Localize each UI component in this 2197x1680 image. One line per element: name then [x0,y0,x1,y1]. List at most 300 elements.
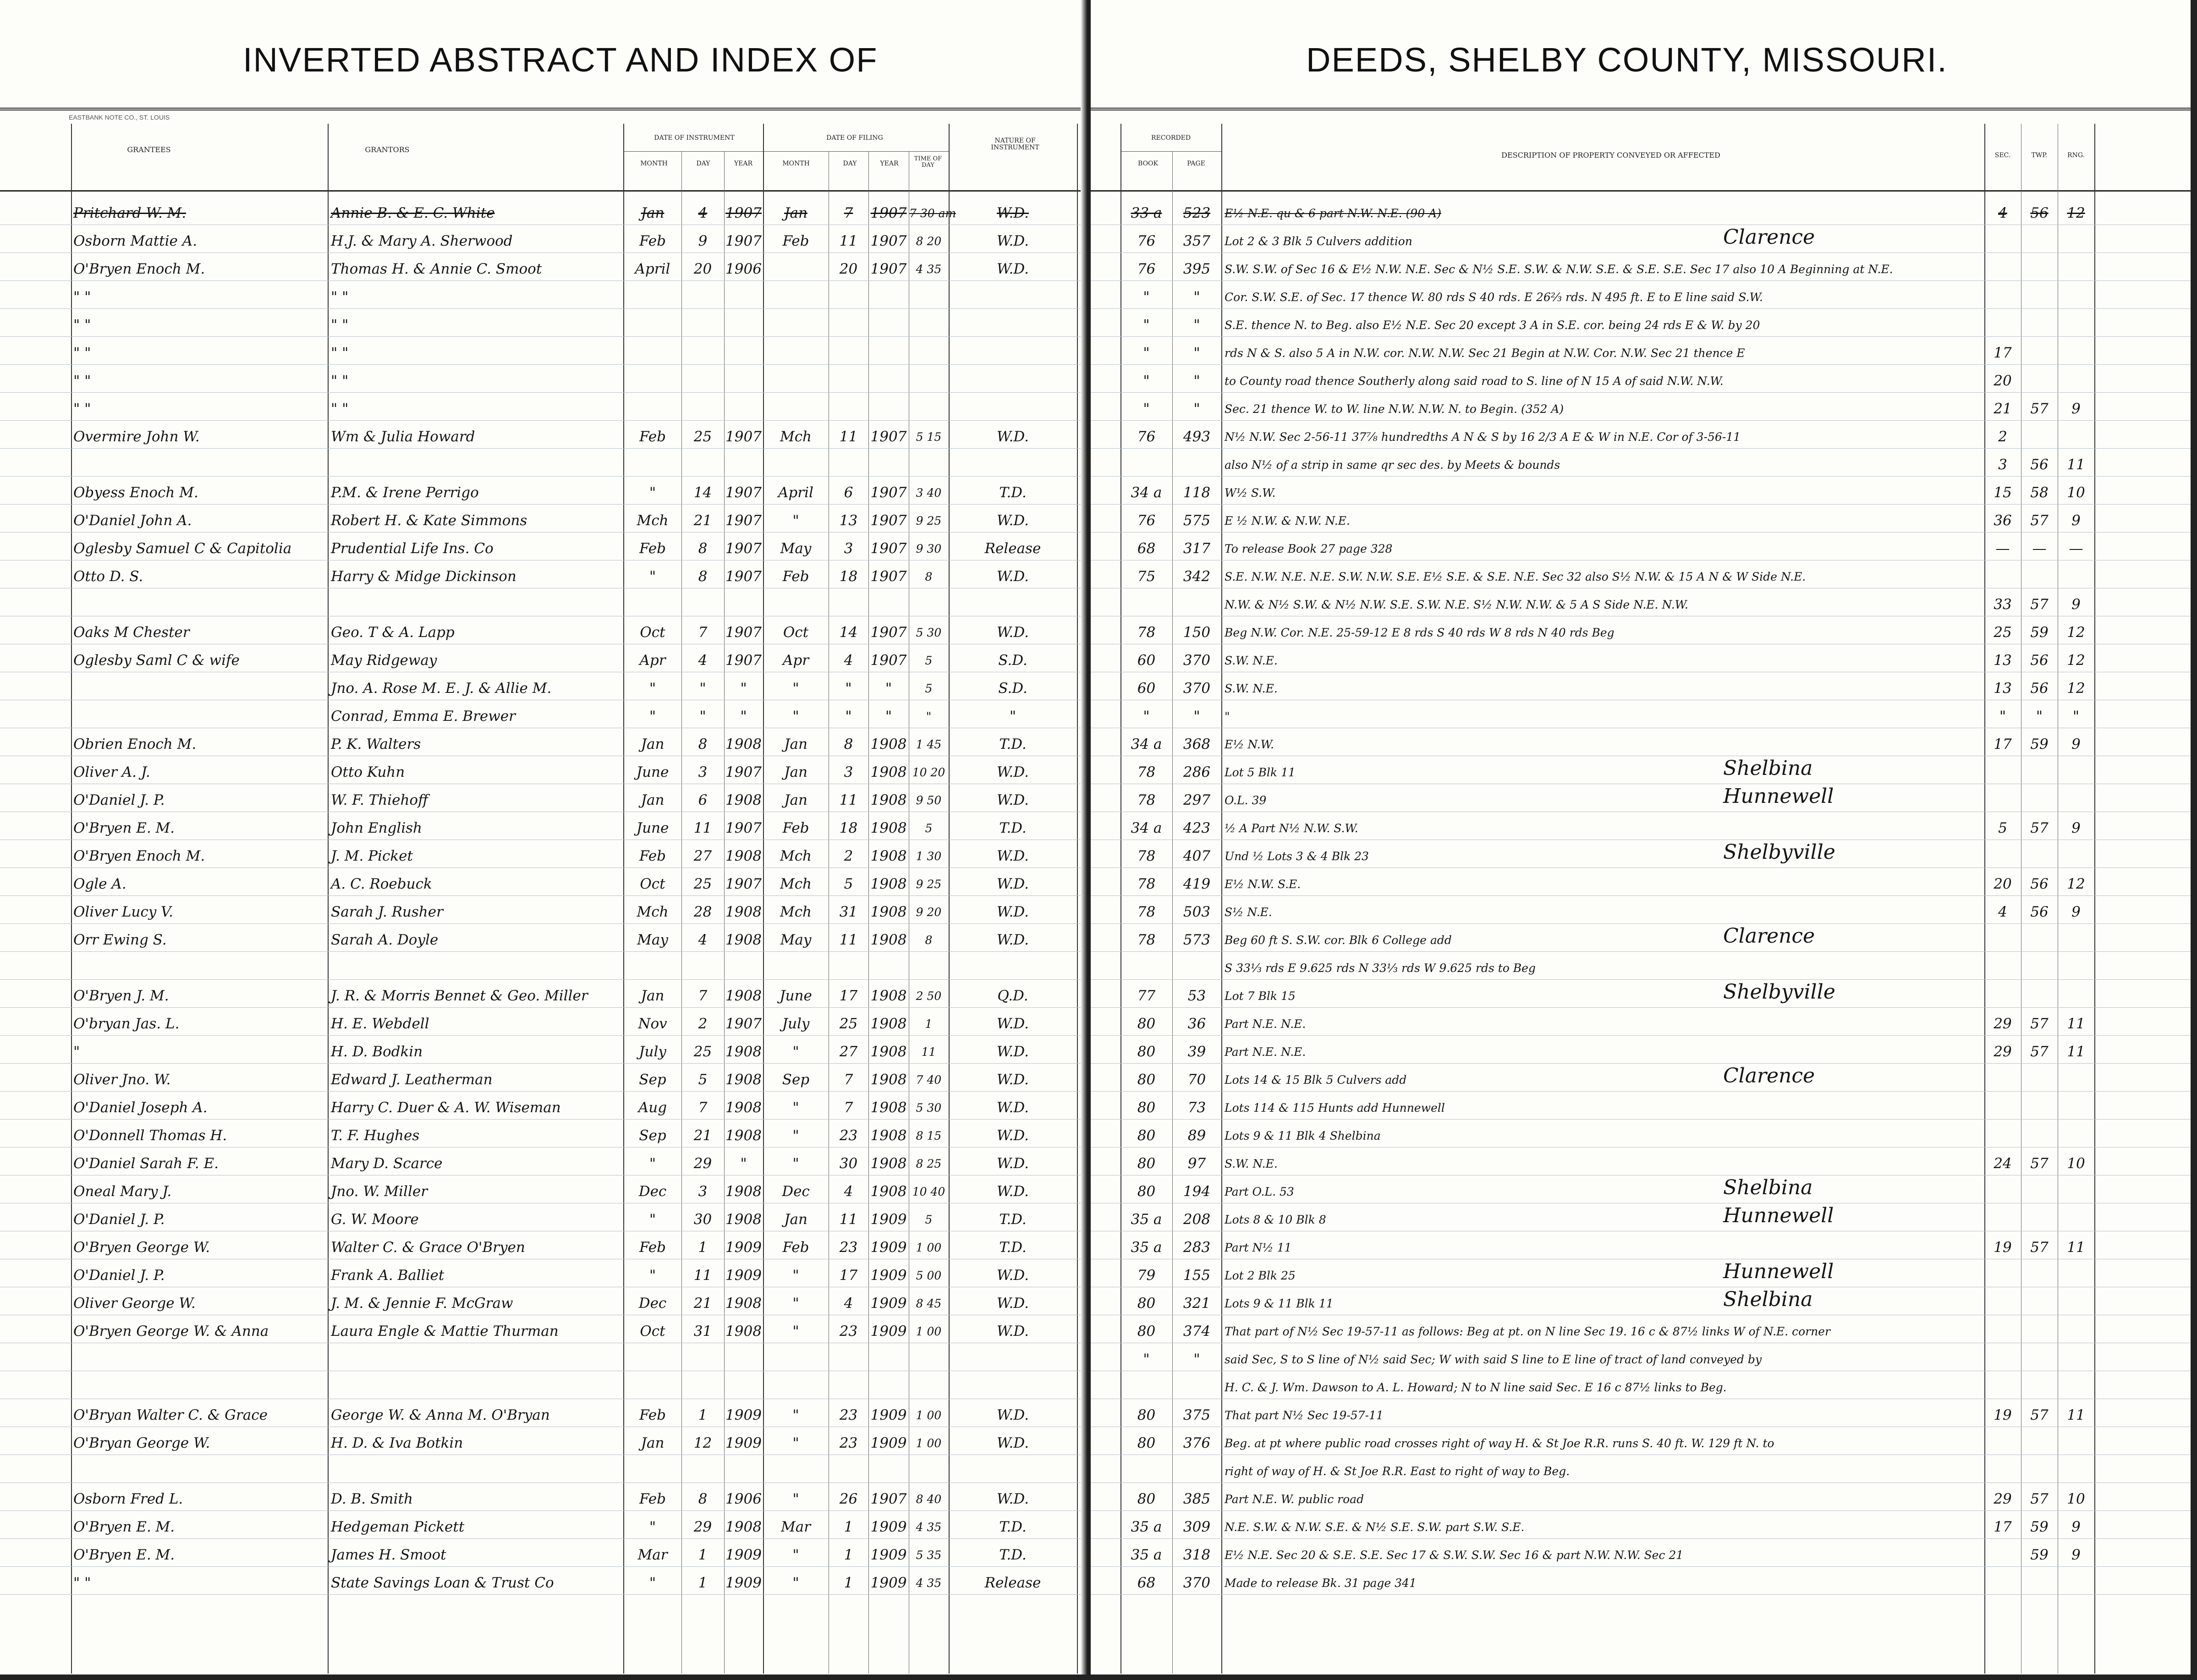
cell-grantee: Pritchard W. M. [73,205,187,221]
date-of-instrument-header: DATE OF INSTRUMENT [654,134,735,142]
cell-i-day: 25 [693,876,712,892]
cell-i-year: 1908 [725,792,762,808]
cell-rng [2058,1212,2094,1228]
cell-nature: T.D. [999,484,1027,501]
cell-grantor: Wm & Julia Howard [331,428,475,445]
cell-page: 297 [1183,792,1211,808]
cell-nature: T.D. [999,1211,1027,1228]
cell-grantor: G. W. Moore [331,1211,419,1228]
cell-grantee: O'Bryen Enoch M. [73,261,205,277]
cell-grantee: O'Daniel John A. [73,512,192,529]
cell-twp: 57 [2030,820,2049,836]
cell-desc: Lots 14 & 15 Blk 5 Culvers add [1225,1073,1407,1087]
cell-book: 80 [1137,1491,1156,1507]
cell-desc: Beg 60 ft S. S.W. cor. Blk 6 College add [1225,933,1452,947]
cell-f-day: 1 [844,1575,853,1591]
cell-f-year: 1909 [870,1323,907,1340]
cell-f-year: 1908 [870,848,907,864]
cell-sec [1985,1268,2021,1284]
cell-grantee: O'Daniel Sarah F. E. [73,1155,219,1172]
cell-i-day: 1 [698,1239,708,1256]
cell-f-year: 1907 [870,484,907,501]
cell-f-day [829,457,868,473]
cell-grantee: O'Bryen Enoch M. [73,848,205,864]
left-entry-row [0,728,1087,756]
cell-rng [2058,1463,2094,1479]
cell-twp: 56 [2030,456,2049,473]
cell-grantee [73,1351,326,1367]
cell-i-day [682,317,724,333]
cell-f-month: April [778,484,813,501]
cell-grantee: Osborn Fred L. [73,1491,183,1507]
cell-desc: N½ N.W. Sec 2-56-11 37⅞ hundredths A N & S by 16 2/3 A E & W in N.E. Cor of 3-56-11 [1225,430,1741,444]
cell-grantee: Oliver A. J. [73,764,150,780]
cell-f-year: 1907 [870,568,907,585]
cell-i-year: 1908 [725,1127,762,1144]
cell-sec: 36 [1994,512,2012,529]
cell-book: 80 [1137,1127,1156,1144]
cell-twp [2021,1072,2057,1088]
cell-f-day: 6 [844,484,853,501]
cell-sec [1985,569,2021,585]
cell-book: 68 [1137,540,1156,557]
cell-i-day [682,960,724,976]
cell-time: 8 40 [916,1493,942,1506]
cell-nature: W.D. [997,512,1029,529]
time-of-day-header: TIME OF DAY [914,155,942,169]
cell-twp: 59 [2030,624,2049,641]
cell-desc: S 33⅓ rds E 9.625 rds N 33⅓ rds W 9.625 rds to Beg [1225,961,1536,975]
cell-rng [2058,429,2094,445]
cell-sec: 17 [1994,1519,2012,1535]
cell-f-day: 23 [839,1127,858,1144]
cell-page: 342 [1183,568,1211,585]
cell-page: 368 [1183,736,1211,752]
cell-book [1121,457,1172,473]
cell-page: 493 [1183,428,1211,445]
left-entry-row [0,700,1087,728]
cell-twp [2021,960,2057,976]
cell-sec [1985,960,2021,976]
cell-time: 1 45 [916,738,942,751]
cell-i-day [682,373,724,389]
cell-rng [2058,1128,2094,1144]
cell-desc: Part N.E. N.E. [1225,1045,1306,1059]
cell-grantee: Oaks M Chester [73,624,190,641]
cell-rng [2058,317,2094,333]
cell-i-month: Jan [641,205,665,221]
cell-f-month: " [792,1435,799,1451]
cell-f-day: 7 [844,205,853,221]
cell-i-day: 8 [698,568,708,585]
cell-time: 9 25 [916,878,942,891]
cell-time: 9 30 [916,542,942,555]
cell-i-year: 1907 [725,540,762,557]
cell-twp [2021,569,2057,585]
cell-twp: 57 [2030,596,2049,613]
cell-f-year: 1908 [870,988,907,1004]
cell-time: 8 15 [916,1129,942,1142]
cell-f-month: Mch [780,876,812,892]
cell-time: 4 35 [916,1576,942,1590]
cell-sec: 4 [1998,904,2007,920]
cell-time: 7 30 am [909,207,956,220]
cell-i-year: 1908 [725,1519,762,1535]
cell-i-year: 1908 [725,1323,762,1340]
cell-grantee [73,1379,326,1395]
cell-i-month [624,597,681,613]
cell-time: 5 15 [916,430,942,444]
cell-desc: Lots 9 & 11 Blk 4 Shelbina [1225,1129,1381,1142]
cell-i-day: 5 [698,1071,708,1088]
right-entry-row [1091,449,2197,477]
cell-i-month: Aug [638,1099,667,1116]
cell-rng [2058,764,2094,780]
cell-f-day: 23 [839,1239,858,1256]
page-header: PAGE [1187,160,1205,167]
cell-grantor: Edward J. Leatherman [331,1071,493,1088]
cell-f-year [869,401,908,417]
left-entry-row [0,1315,1087,1343]
cell-grantor: Hedgeman Pickett [331,1519,465,1535]
cell-time: 8 25 [916,1157,942,1170]
cell-sec: 25 [1994,624,2012,641]
cell-i-month [624,1463,681,1479]
cell-sec: 2 [1998,428,2007,445]
cell-i-month: Dec [638,1183,667,1200]
cell-book: 80 [1137,1435,1156,1451]
cell-rng: 9 [2071,401,2081,417]
right-entry-row [1091,1399,2197,1427]
cell-time: 5 00 [916,1269,942,1282]
cell-rng: 12 [2067,652,2085,669]
cell-page: 155 [1183,1267,1211,1284]
cell-nature [949,597,1077,613]
cell-f-month: " [792,1127,799,1144]
cell-f-month: Feb [782,820,809,836]
cell-f-month [763,597,828,613]
cell-page [1173,960,1221,976]
cell-f-year: 1907 [870,205,907,221]
cell-i-year [725,401,763,417]
instrument-day-header: DAY [696,160,710,167]
cell-twp [2021,261,2057,277]
right-entry-row [1091,952,2197,980]
cell-book: 77 [1137,988,1156,1004]
cell-i-month: Feb [639,1407,666,1423]
cell-rng: 9 [2071,820,2081,836]
right-entry-row [1091,1203,2197,1231]
cell-page: 575 [1183,512,1211,529]
cell-time [909,1379,948,1395]
cell-book: 78 [1137,624,1156,641]
cell-time: 4 35 [916,263,942,276]
cell-desc: ½ A Part N½ N.W. S.W. [1225,822,1358,835]
cell-f-day [829,289,868,305]
cell-page: 118 [1183,484,1211,501]
sec-header: SEC. [1994,152,2011,159]
cell-twp [2021,345,2057,361]
cell-page [1173,1463,1221,1479]
cell-twp: 56 [2030,904,2049,920]
left-entry-row [0,812,1087,840]
cell-f-year: 1907 [870,233,907,249]
nature-of-instrument-header: NATURE OF INSTRUMENT [991,137,1039,152]
cell-i-month: Jan [641,1435,665,1451]
cell-sec: 21 [1994,401,2012,417]
cell-f-month [763,1351,828,1367]
cell-book [1121,1463,1172,1479]
cell-grantee: Overmire John W. [73,428,200,445]
cell-i-year: 1908 [725,1099,762,1116]
cell-f-day [829,373,868,389]
town-annotation: Shelbyville [1723,980,1835,1004]
cell-i-day: 1 [698,1547,708,1563]
cell-book: 78 [1137,764,1156,780]
cell-time: 8 45 [916,1297,942,1310]
cell-page: 318 [1183,1547,1211,1563]
cell-f-day: 7 [844,1071,853,1088]
cell-nature [949,345,1077,361]
left-entry-row [0,644,1087,672]
cell-grantor: " " [331,401,349,417]
cell-i-month: Jan [641,736,665,752]
cell-i-day: 1 [698,1407,708,1423]
cell-i-year: 1908 [725,1071,762,1088]
cell-rng [2058,1323,2094,1340]
cell-book: " [1143,289,1150,305]
cell-i-year: 1907 [725,205,762,221]
town-annotation: Clarence [1723,924,1815,948]
right-entry-row [1091,281,2197,309]
left-entry-row [0,1567,1087,1595]
cell-time: 9 25 [916,514,942,527]
right-entry-row [1091,421,2197,449]
cell-desc: Lot 2 Blk 25 [1225,1269,1296,1282]
cell-nature: W.D. [997,261,1029,277]
cell-book: 80 [1137,1155,1156,1172]
cell-i-day: 1 [698,1575,708,1591]
cell-grantee: Oglesby Samuel C & Capitolia [73,540,292,557]
cell-i-year [725,597,763,613]
left-entry-row [0,1175,1087,1203]
cell-f-month: Feb [782,1239,809,1256]
cell-sec: 15 [1994,484,2012,501]
cell-rng: — [2069,540,2083,557]
cell-grantor: Jno. A. Rose M. E. J. & Allie M. [331,680,552,697]
cell-page: " [1193,401,1200,417]
right-entry-row [1091,1427,2197,1455]
cell-rng [2058,261,2094,277]
cell-f-day [829,1463,868,1479]
cell-nature: " [1009,708,1016,725]
town-annotation: Hunnewell [1723,785,1834,808]
cell-twp: — [2032,540,2047,557]
cell-twp [2021,1184,2057,1200]
cell-i-year: 1907 [725,820,762,836]
cell-f-month: Sep [782,1071,810,1088]
cell-i-month: Feb [639,1491,666,1507]
cell-nature: T.D. [999,820,1027,836]
cell-i-month [624,289,681,305]
cell-desc: N.W. & N½ S.W. & N½ N.W. S.E. S.W. N.E. S½ N.W. N.W. & 5 A S Side N.E. N.W. [1225,598,1688,611]
cell-twp [2021,1575,2057,1591]
cell-f-year: 1908 [870,792,907,808]
cell-i-month: July [639,1043,666,1060]
cell-grantee: O'Bryan George W. [73,1435,210,1451]
cell-rng [2058,345,2094,361]
cell-f-month: " [792,1575,799,1591]
cell-page: 376 [1183,1435,1211,1451]
left-ledger-page [0,0,1087,1680]
cell-i-day: 28 [693,904,712,920]
town-annotation: Hunnewell [1723,1260,1834,1283]
cell-time: 1 00 [916,1437,942,1450]
cell-book: 60 [1137,652,1156,669]
cell-grantor: Sarah J. Rusher [331,904,443,920]
cell-f-month: Mar [780,1519,811,1535]
cell-i-month [624,1351,681,1367]
cell-i-day: 29 [693,1155,712,1172]
cell-sec: 29 [1994,1491,2012,1507]
cell-time: 1 [925,1017,933,1031]
cell-i-day: 21 [693,1127,712,1144]
cell-i-year: 1908 [725,988,762,1004]
cell-i-month [624,960,681,976]
cell-book: 34 a [1131,484,1162,501]
cell-grantor: J. M. & Jennie F. McGraw [331,1295,513,1312]
cell-twp [2021,1128,2057,1144]
cell-page [1173,597,1221,613]
cell-grantor: Frank A. Balliet [331,1267,445,1284]
cell-f-day: 1 [844,1519,853,1535]
cell-desc: Lots 9 & 11 Blk 11 [1225,1297,1334,1310]
right-entry-row [1091,700,2197,728]
cell-grantor: H.J. & Mary A. Sherwood [331,233,513,249]
cell-book: " [1143,708,1150,725]
cell-page: 573 [1183,932,1211,948]
cell-desc: S.W. N.E. [1225,654,1278,667]
cell-i-month: " [649,1575,656,1591]
left-entry-row [0,672,1087,700]
cell-i-year: 1907 [725,624,762,641]
cell-i-year: 1908 [725,1183,762,1200]
cell-nature: Q.D. [997,988,1028,1004]
cell-page: 357 [1183,233,1211,249]
cell-book: 76 [1137,428,1156,445]
cell-f-day [829,401,868,417]
left-entry-row [0,477,1087,505]
cell-desc: That part N½ Sec 19-57-11 [1225,1409,1384,1422]
right-entry-row [1091,1567,2197,1595]
cell-grantee: Obrien Enoch M. [73,736,197,752]
cell-nature: W.D. [997,1016,1029,1032]
cell-grantee: Otto D. S. [73,568,143,585]
cell-desc: E½ N.E. qu & 6 part N.W. N.E. (90 A) [1225,207,1441,220]
cell-book: 80 [1137,1295,1156,1312]
right-entry-row [1091,1287,2197,1315]
cell-f-year: 1908 [870,1071,907,1088]
cell-sec: 17 [1994,736,2012,752]
right-entry-row [1091,1231,2197,1259]
cell-i-year [725,373,763,389]
cell-time: 5 30 [916,626,942,639]
cell-f-year: 1908 [870,764,907,780]
cell-grantor: P. K. Walters [331,736,421,752]
cell-rng: 12 [2067,680,2085,697]
cell-sec: 20 [1994,876,2012,892]
cell-grantor: D. B. Smith [331,1491,413,1507]
cell-book: 76 [1137,512,1156,529]
cell-f-month: " [792,512,799,529]
cell-f-day: 14 [839,624,858,641]
cell-rng: 11 [2067,1043,2085,1060]
cell-time: 5 [925,682,933,695]
cell-book: 78 [1137,932,1156,948]
cell-i-month [624,457,681,473]
cell-rng [2058,373,2094,389]
cell-grantor: H. E. Webdell [331,1016,429,1032]
cell-f-day: 11 [839,1211,858,1228]
cell-i-day: 7 [698,1099,708,1116]
right-entry-row [1091,1092,2197,1120]
cell-desc: Part O.L. 53 [1225,1185,1294,1198]
cell-sec: 13 [1994,680,2012,697]
cell-f-month [763,960,828,976]
cell-f-year [869,1463,908,1479]
twp-header: TWP. [2031,152,2048,159]
cell-grantor: Sarah A. Doyle [331,932,439,948]
cell-nature: T.D. [999,1239,1027,1256]
cell-nature: W.D. [997,904,1029,920]
cell-f-year: 1908 [870,1099,907,1116]
cell-nature: W.D. [997,205,1029,221]
left-entry-row [0,1427,1087,1455]
cell-page: " [1193,708,1200,725]
right-entry-row [1091,924,2197,952]
cell-book: 79 [1137,1267,1156,1284]
left-entry-row [0,1008,1087,1036]
cell-sec [1985,1323,2021,1340]
cell-rng [2058,1100,2094,1116]
cell-rng: 9 [2071,512,2081,529]
cell-sec: " [1999,708,2006,725]
left-entry-row [0,253,1087,281]
cell-rng: 12 [2067,205,2085,221]
cell-time: 5 30 [916,1101,942,1115]
right-entry-row [1091,812,2197,840]
right-entry-row [1091,253,2197,281]
cell-i-month: June [636,820,669,836]
cell-f-month: Oct [783,624,809,641]
cell-desc: S.W. N.E. [1225,682,1278,695]
cell-rng: 9 [2071,1547,2081,1563]
cell-grantor [331,1351,621,1367]
cell-desc: Lot 7 Blk 15 [1225,989,1296,1003]
cell-page: 419 [1183,876,1211,892]
cell-desc: S.E. N.W. N.E. N.E. S.W. N.W. S.E. E½ S.E. & S.E. N.E. Sec 32 also S½ N.W. & 15 A N & W Side N.E. [1225,570,1806,583]
filing-day-header: DAY [843,160,857,167]
cell-time: 1 00 [916,1409,942,1422]
cell-time: 4 35 [916,1521,942,1534]
cell-i-month: " [649,1155,656,1172]
cell-nature: W.D. [997,1127,1029,1144]
cell-nature: W.D. [997,1071,1029,1088]
left-entry-row [0,1092,1087,1120]
cell-f-month: Mch [780,848,812,864]
cell-book: " [1143,373,1150,389]
cell-book: " [1143,317,1150,333]
